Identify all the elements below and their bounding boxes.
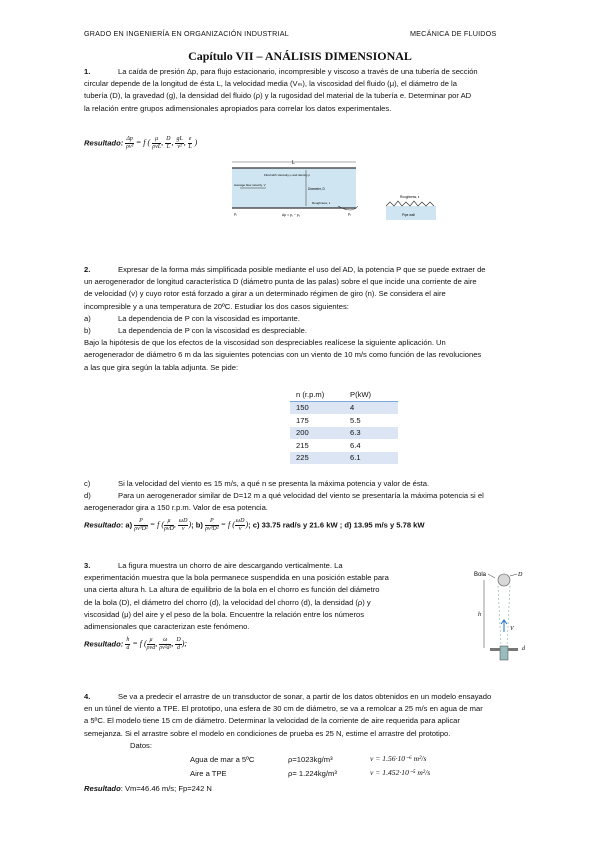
fig1-pressure: Δp = p₁ − p₂ <box>282 213 301 217</box>
problem-4-number: 4. <box>84 692 91 701</box>
problem-3-number: 3. <box>84 561 91 570</box>
table-row <box>290 414 398 427</box>
case-d2: aerogenerador gira a 150 r.p.m. Valor de esa potencia. <box>84 503 268 513</box>
problem-1-number: 1. <box>84 67 91 76</box>
p3-line-1: experimentación muestra que la bola permanece suspendida en una posición estable para <box>84 573 389 583</box>
header-right: MECÁNICA DE FLUIDOS <box>410 29 497 38</box>
pipe-flow-figure <box>226 158 386 218</box>
table-row <box>290 427 398 440</box>
detail-wall: Pipe wall <box>402 213 415 217</box>
ball-jet-figure <box>470 562 540 662</box>
header-p: P(kW) <box>344 388 398 401</box>
problem-3 <box>84 560 440 633</box>
fig3-V: V <box>510 626 514 632</box>
case-b-label: b) <box>84 326 91 336</box>
formula-2b: $\frac{P}{\text{ρv³D²}}$ = f ( $\frac{\omega D}{v}$ ) <box>205 518 249 532</box>
data-row-0-name: Agua de mar a 5ºC <box>190 755 255 764</box>
cell: 225 <box>290 452 344 465</box>
p4-line-1: en un túnel de viento a TPE. El prototipo, una esfera de 30 cm de diámetro, se va a remolcar a 25 m/s en agua de mar <box>84 704 483 714</box>
case-c-label: c) <box>84 479 91 488</box>
fig1-fluid: Fluid with viscosity μ and density ρ <box>264 173 311 177</box>
data-row-1-rho: ρ= 1.224kg/m³ <box>288 769 337 778</box>
p1-line-0: La caída de presión Δp, para flujo estacionario, incompresible y viscoso a través de una tubería de sección <box>118 67 478 76</box>
result-label: Resultado: <box>84 639 124 649</box>
p4-line-3: semejanza. Si el arrastre sobre el modelo en condiciones de prueba es 25 N, estime el arrastre del prototipo. <box>84 728 451 738</box>
power-table <box>290 388 398 464</box>
cell: 175 <box>296 415 309 425</box>
problem-4-result <box>84 784 212 793</box>
pipe-wall-detail <box>386 192 436 222</box>
p4-line-0: Se va a predecir el arrastre de un transductor de sonar, a partir de los datos obtenidos en un modelo ensayado <box>118 692 492 701</box>
cell: 6.1 <box>344 452 398 465</box>
result-label: Resultado <box>84 520 121 530</box>
p3-line-4: viscosidad (μ) del aire y el peso de la bola. Encuentre la relación entre los números <box>84 609 365 619</box>
data-row-0-nu: ν = 1.56·10⁻⁶ m²/s <box>370 754 427 763</box>
result-value: : Vm=46.46 m/s; Fp=242 N <box>120 784 212 793</box>
problem-1 <box>84 66 524 115</box>
case-a-label: a) <box>84 313 91 323</box>
p3-line-0: La figura muestra un chorro de aire descargando verticalmente. La <box>118 561 343 570</box>
table-row <box>290 452 398 465</box>
page-title: Capítulo VII – ANÁLISIS DIMENSIONAL <box>188 49 412 63</box>
result-c: ; c) 33.75 rad/s y 21.6 kW ; d) 13.95 m/s y 5.78 kW <box>248 520 425 530</box>
p2-line-2: de velocidad (v) y cuyo rotor está forzado a girar a un determinado régimen de giro (n). Se considera el aire <box>84 289 446 299</box>
data-label: Datos: <box>130 741 152 750</box>
problem-3-result <box>84 637 187 652</box>
jet-arrow-icon <box>501 620 507 632</box>
formula-1: $\frac{\Delta p}{\text{ρv²}}$ = f ( μ ρvL , $\frac{D}{L}$ , $\frac{gL}{\text{v²}}$ , $\frac{e}{L}$ ) <box>125 136 198 150</box>
problem-2-questions <box>84 478 524 515</box>
p3-line-2: una cierta altura h. La altura de equilibrio de la bola en el chorro es función del diámetro <box>84 585 380 595</box>
result-label: Resultado <box>84 784 121 793</box>
p1-line-1: circular depende de la longitud de ésta L, la velocidad media (Vₘ), la viscosidad del fluido (μ), el diámetro de la <box>84 79 457 89</box>
formula-3: $\frac{h}{d}$ = f ( μ ρvd , $\frac{\omega}{\text{ρv²d²}}$ , $\frac{D}{d}$ ); <box>126 637 188 651</box>
result-label: Resultado: <box>84 138 124 148</box>
problem-1-result <box>84 136 197 151</box>
fig3-d: d <box>522 646 525 652</box>
p2-line-3: incompresible y a una temperatura de 20ºC. Estudiar los dos casos siguientes: <box>84 301 349 311</box>
data-row-0-rho: ρ=1023kg/m³ <box>288 755 333 764</box>
p2-line2-0: Bajo la hipótesis de que los efectos de la viscosidad son despreciables realícese la siguiente aplicación. Un <box>84 338 446 348</box>
cell: 5.5 <box>350 415 361 425</box>
formula-2a: $\frac{P}{\text{ρv³D²}}$ = f ( μ ρvD , $\frac{\omega D}{v}$ ) <box>134 518 192 532</box>
cell: 6.3 <box>344 427 398 440</box>
p1-line-2: tubería (D), la gravedad (g), la densidad del fluido (ρ) y la rugosidad del material de la tubería e. Determinar por AD <box>84 91 472 101</box>
data-row-1-nu: ν = 1.452·10⁻⁵ m²/s <box>370 768 431 777</box>
fig1-diameter: Diameter, D <box>308 187 325 191</box>
p4-line-2: a 5ºC. El modelo tiene 15 cm de diámetro. Determinar la velocidad de la corriente de aire requerida para aplicar <box>84 716 460 726</box>
ball-icon <box>498 574 510 586</box>
p3-line-3: de la bola (D), el diámetro del chorro (d), la velocidad del chorro (d), la densidad (ρ) y <box>84 597 371 607</box>
p3-line-5: adimensionales que caracterizan este fenómeno. <box>84 622 250 632</box>
p2-line-0: Expresar de la forma más simplificada posible mediante el uso del AD, la potencia P que se puede extraer de <box>118 265 486 274</box>
fig3-D: D <box>518 572 523 578</box>
p2-line2-2: a las que gira según la tabla adjunta. Se pide: <box>84 362 239 372</box>
p2-line2-1: aerogenerador de diámetro 6 m da las siguientes potencias con un viento de 10 m/s como función de las revoluciones <box>84 350 482 360</box>
case-c: Si la velocidad del viento es 15 m/s, a qué n se presenta la máxima potencia y valor de ésta. <box>118 479 430 488</box>
fig1-p1: p₁ <box>234 212 238 216</box>
detail-roughness: Roughness, ε <box>400 195 420 199</box>
cell: 215 <box>296 440 309 450</box>
fig1-roughness: Roughness, ε <box>312 201 331 205</box>
fig1-length: L <box>292 160 295 166</box>
problem-2-number: 2. <box>84 265 91 274</box>
header-n: n (r.p.m) <box>290 388 344 401</box>
p1-line-3: la relación entre grupos adimensionales apropiados para correlar los datos experimentales. <box>84 103 392 113</box>
case-d-label: d) <box>84 491 91 501</box>
cell: 200 <box>290 427 344 440</box>
cell: 150 <box>290 401 344 414</box>
cell: 6.4 <box>350 440 361 450</box>
case-a: La dependencia de P con la viscosidad es importante. <box>118 313 300 323</box>
fig3-ball-label: Bola <box>474 572 487 578</box>
header-left: GRADO EN INGENIERÍA EN ORGANIZACIÓN INDUSTRIAL <box>84 29 289 38</box>
fig3-h: h <box>478 612 481 618</box>
table-row <box>290 439 398 452</box>
fig1-inlet: Average flow velocity, V <box>234 183 266 187</box>
case-d: Para un aerogenerador similar de D=12 m a qué velocidad del viento se presentaría la máxima potencia si el <box>118 491 484 501</box>
table-header <box>290 388 398 401</box>
p2-line-1: un aerogenerador de longitud característica D (diámetro punta de las palas) sobre el que incide una corriente de aire <box>84 277 477 287</box>
result-b: ; b) <box>191 520 203 530</box>
fig1-p2: p₂ <box>348 212 352 216</box>
data-row-1-name: Aire a TPE <box>190 769 227 778</box>
result-a: : a) <box>120 520 133 530</box>
table-row <box>290 401 398 414</box>
problem-2-result <box>84 518 534 533</box>
cell: 4 <box>344 401 398 414</box>
problem-2 <box>84 264 524 374</box>
problem-4 <box>84 691 524 740</box>
case-b: La dependencia de P con la viscosidad es despreciable. <box>118 326 307 336</box>
